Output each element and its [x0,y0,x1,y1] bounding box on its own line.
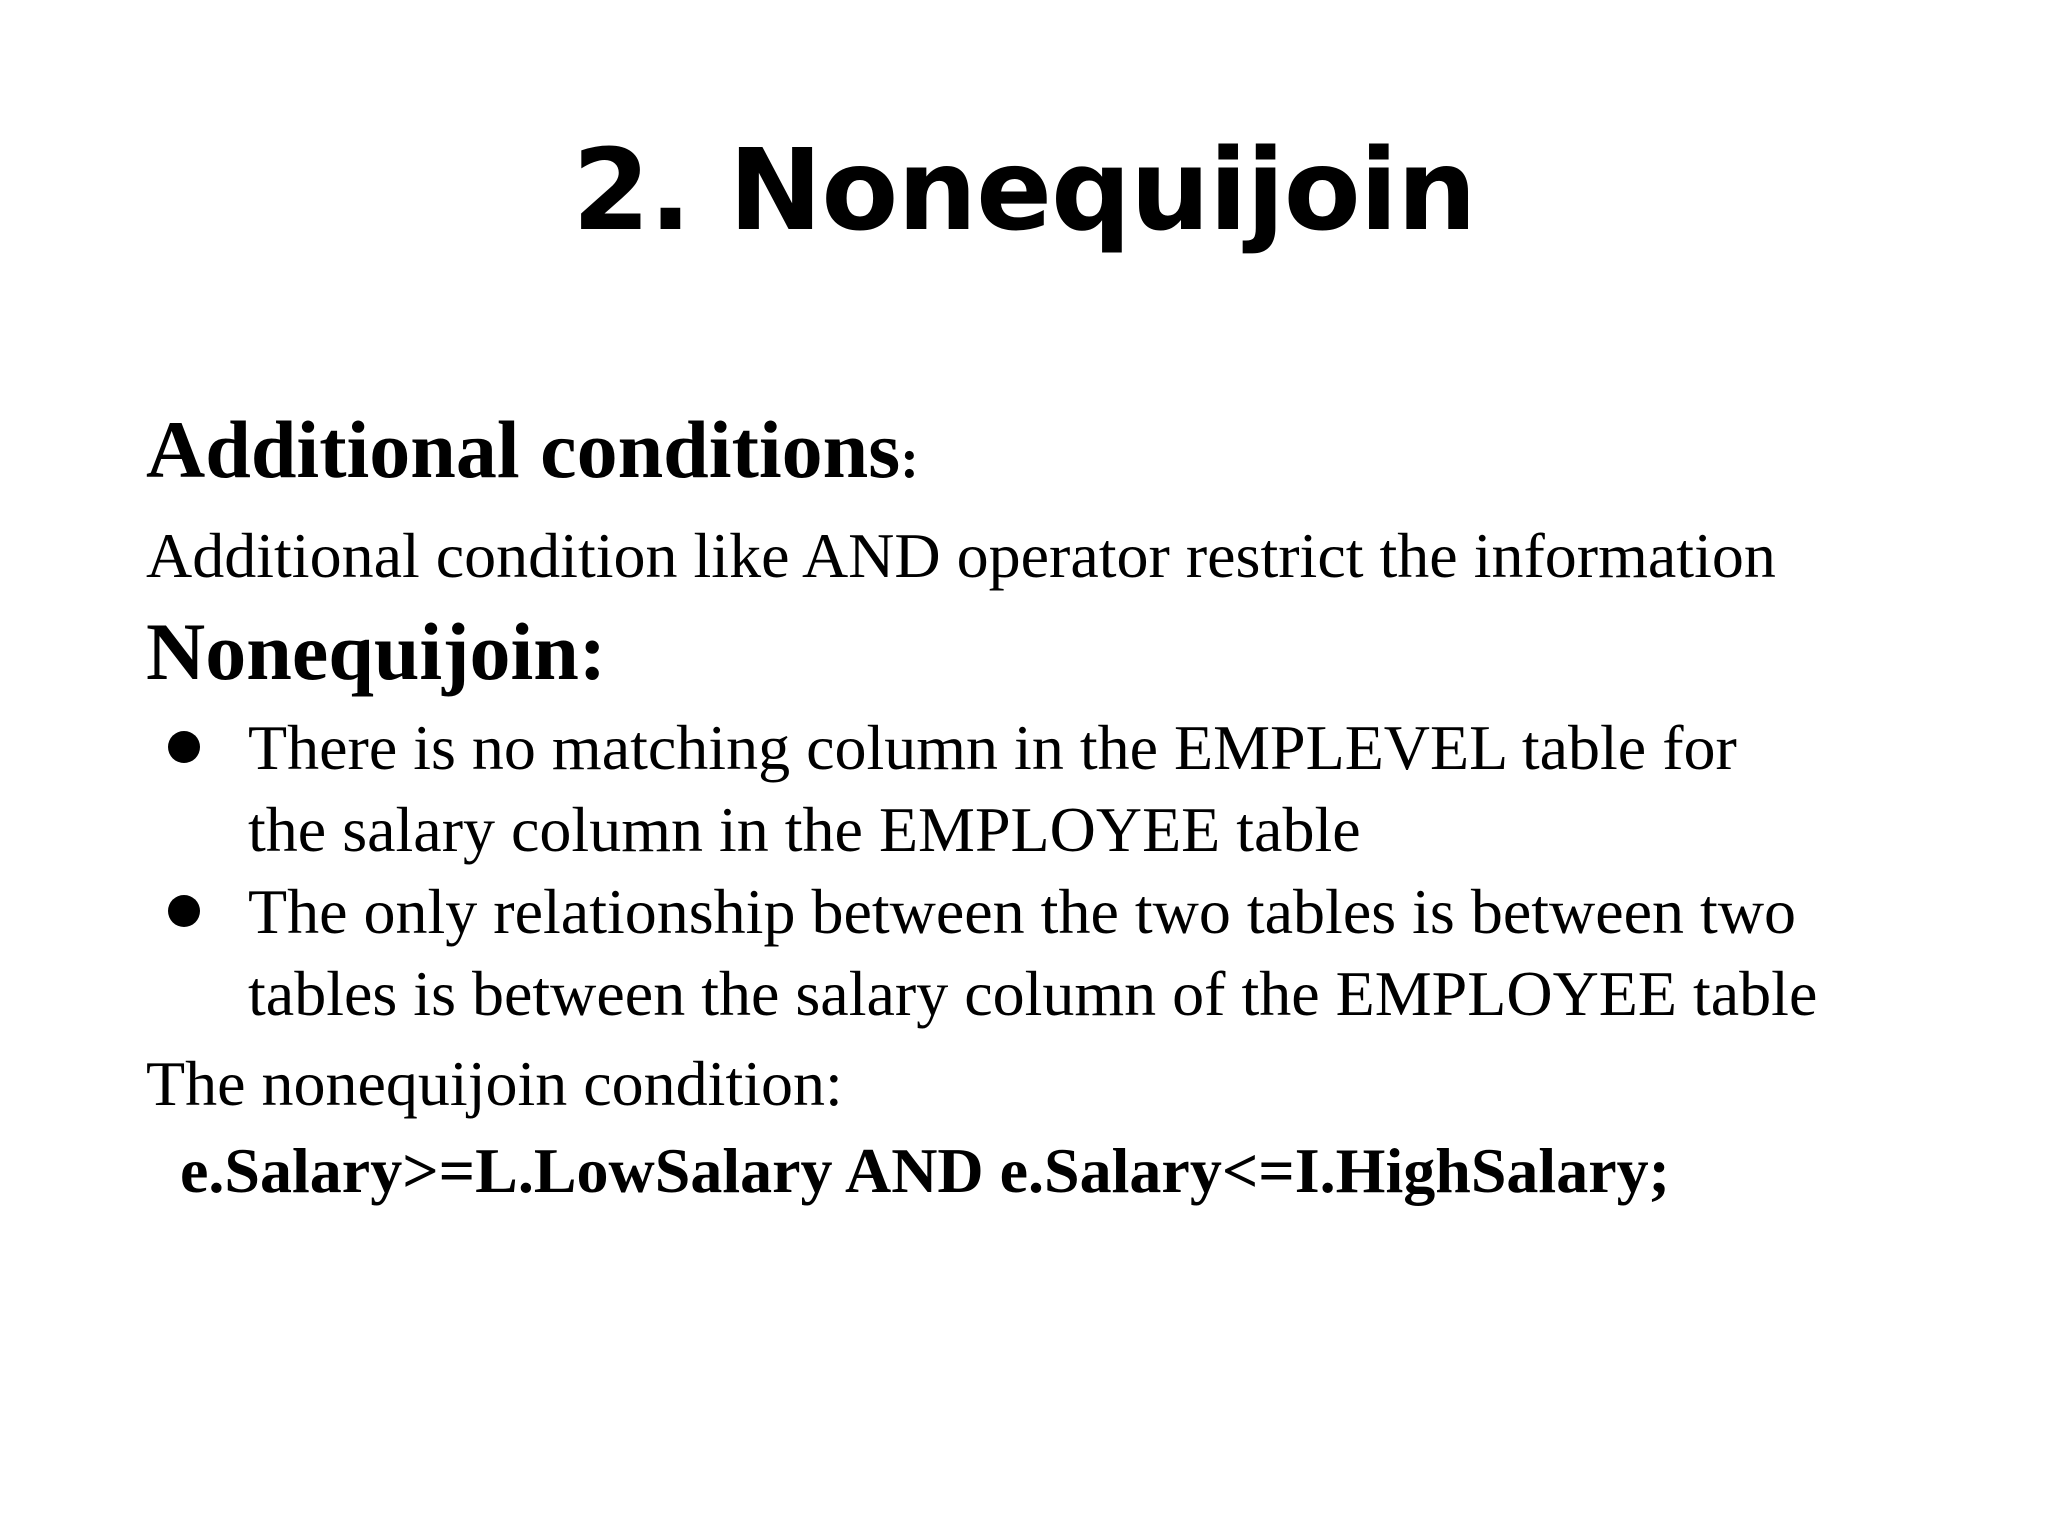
bullet-line: There is no matching column in the EMPLEVEL table for [248,712,1737,783]
condition-label: The nonequijoin condition: [146,1048,843,1119]
nonequijoin-heading: Nonequijoin: [146,606,607,697]
bullet-line: tables is between the salary column of the EMPLOYEE table [248,958,1818,1029]
bullet-item [146,871,2006,1035]
bullet-line: The only relationship between the two tables is between two [248,876,1797,947]
bullet-item [146,707,2006,871]
slide-body [146,402,2006,1217]
additional-conditions-heading-text: Additional conditions [146,404,901,495]
slide-title: 2. Nonequijoin [572,126,1476,256]
additional-conditions-heading [146,402,2006,507]
condition-code: e.Salary>=L.LowSalary AND e.Salary<=I.HighSalary; [180,1135,1670,1206]
additional-conditions-text: Additional condition like AND operator restrict the information [146,520,1776,591]
additional-conditions-colon: : [900,428,919,490]
bullet-dot-icon [168,895,200,927]
bullet-dot-icon [168,731,200,763]
bullet-line: the salary column in the EMPLOYEE table [248,794,1361,865]
bullet-list [146,707,2006,1035]
